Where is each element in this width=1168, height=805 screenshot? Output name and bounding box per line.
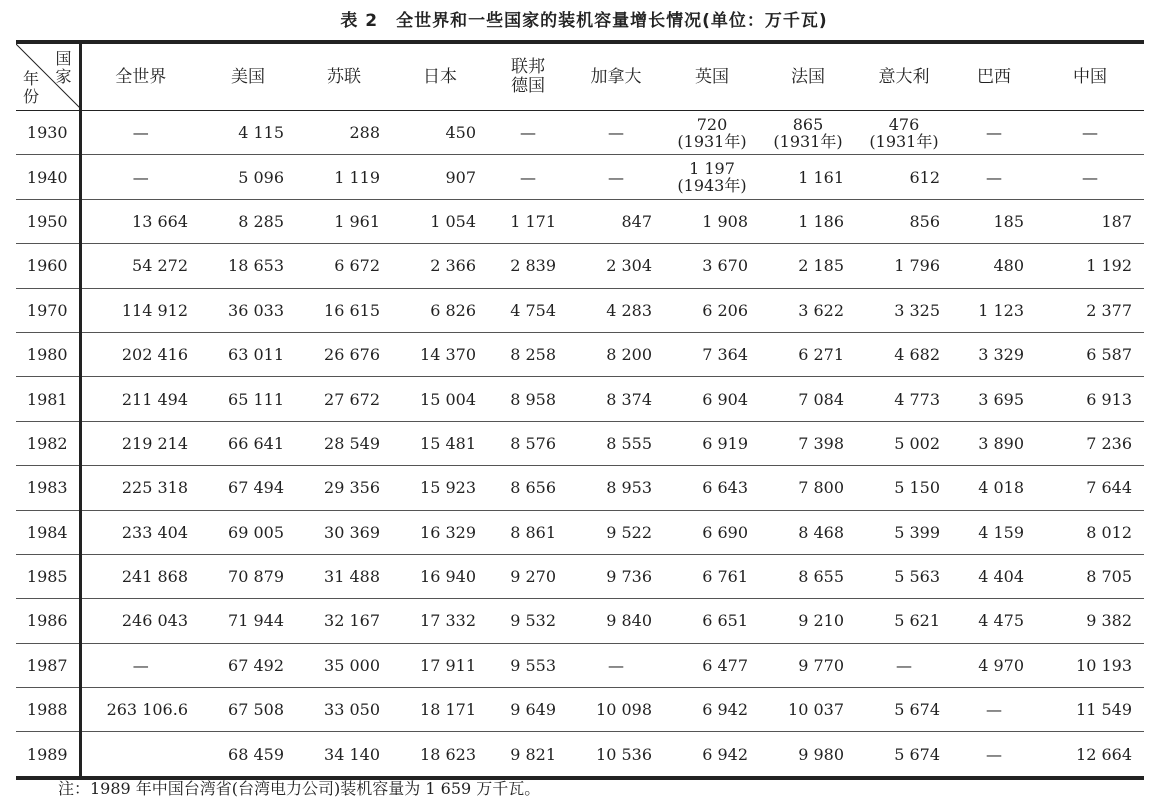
year-cell: 1989 xyxy=(16,732,80,778)
value-cell: 7 364 xyxy=(664,332,760,376)
value-cell: 6 919 xyxy=(664,421,760,465)
table-row xyxy=(16,199,1144,243)
value-cell: 4 970 xyxy=(952,643,1036,687)
corner-header-cell xyxy=(16,42,80,111)
column-header: 日本 xyxy=(392,42,488,111)
table-footnote: 注：1989 年中国台湾省(台湾电力公司)装机容量为 1 659 万千瓦。 xyxy=(58,779,541,798)
value-cell: 9 736 xyxy=(568,554,664,598)
value-cell: — xyxy=(986,744,1002,764)
corner-label-country: 国家 xyxy=(55,49,72,86)
year-cell: 1930 xyxy=(16,111,80,155)
value-cell: 6 942 xyxy=(664,688,760,732)
value-cell: 9 382 xyxy=(1036,599,1144,643)
value-cell: 7 398 xyxy=(760,421,856,465)
value-cell: 5 399 xyxy=(856,510,952,554)
value-cell: 8 655 xyxy=(760,554,856,598)
table-row xyxy=(16,510,1144,554)
value-cell: 10 037 xyxy=(760,688,856,732)
value-cell: 9 553 xyxy=(488,643,568,687)
value-cell: 17 911 xyxy=(392,643,488,687)
value-cell: 4 754 xyxy=(488,288,568,332)
value-cell: 6 672 xyxy=(296,244,392,288)
value-cell: 865 (1931年) xyxy=(760,111,856,155)
header-row xyxy=(16,42,1144,111)
value-cell: 6 643 xyxy=(664,466,760,510)
value-cell: 225 318 xyxy=(80,466,200,510)
value-cell: 8 656 xyxy=(488,466,568,510)
table-row xyxy=(16,421,1144,465)
value-cell: 219 214 xyxy=(80,421,200,465)
value-cell: 8 012 xyxy=(1036,510,1144,554)
value-cell xyxy=(80,732,200,778)
year-cell: 1984 xyxy=(16,510,80,554)
year-cell: 1960 xyxy=(16,244,80,288)
table-row xyxy=(16,688,1144,732)
value-cell: 69 005 xyxy=(200,510,296,554)
column-header: 苏联 xyxy=(296,42,392,111)
value-cell: 70 879 xyxy=(200,554,296,598)
value-cell: 66 641 xyxy=(200,421,296,465)
value-cell: 8 705 xyxy=(1036,554,1144,598)
value-cell: 31 488 xyxy=(296,554,392,598)
value-cell: 68 459 xyxy=(228,744,284,764)
value-cell: 7 800 xyxy=(760,466,856,510)
value-cell: — xyxy=(488,155,568,199)
table-row xyxy=(16,377,1144,421)
value-cell: 3 325 xyxy=(856,288,952,332)
table-row xyxy=(16,732,1144,778)
value-cell: 16 329 xyxy=(392,510,488,554)
value-cell: 2 366 xyxy=(392,244,488,288)
year-cell: 1985 xyxy=(16,554,80,598)
value-cell: 29 356 xyxy=(296,466,392,510)
value-cell: 187 xyxy=(1036,199,1144,243)
value-cell: — xyxy=(952,111,1036,155)
value-cell: 3 329 xyxy=(952,332,1036,376)
value-cell: 5 674 xyxy=(894,744,940,764)
table-row xyxy=(16,599,1144,643)
value-cell: 28 549 xyxy=(296,421,392,465)
value-cell: 36 033 xyxy=(200,288,296,332)
table-row xyxy=(16,155,1144,199)
value-cell: 2 185 xyxy=(760,244,856,288)
value-cell: 67 494 xyxy=(200,466,296,510)
value-cell: 18 171 xyxy=(392,688,488,732)
value-cell: 30 369 xyxy=(296,510,392,554)
value-cell: 4 475 xyxy=(952,599,1036,643)
value-cell: 612 xyxy=(856,155,952,199)
value-cell: 4 018 xyxy=(952,466,1036,510)
value-cell: 5 621 xyxy=(856,599,952,643)
value-cell: 6 761 xyxy=(664,554,760,598)
value-cell: 27 672 xyxy=(296,377,392,421)
value-cell: 8 258 xyxy=(488,332,568,376)
value-cell: 5 563 xyxy=(856,554,952,598)
capacity-table-container xyxy=(16,40,1144,780)
value-cell: 1 908 xyxy=(664,199,760,243)
value-cell: 14 370 xyxy=(392,332,488,376)
value-cell: 35 000 xyxy=(296,643,392,687)
value-cell: 4 682 xyxy=(856,332,952,376)
value-cell: 8 200 xyxy=(568,332,664,376)
value-cell: 6 477 xyxy=(664,643,760,687)
value-cell: 26 676 xyxy=(296,332,392,376)
value-cell: — xyxy=(568,643,664,687)
value-cell: 17 332 xyxy=(392,599,488,643)
value-cell: 241 868 xyxy=(80,554,200,598)
value-cell: 16 940 xyxy=(392,554,488,598)
value-cell: 233 404 xyxy=(80,510,200,554)
value-cell: 476 (1931年) xyxy=(856,111,952,155)
value-cell: 9 532 xyxy=(488,599,568,643)
value-cell: 8 555 xyxy=(568,421,664,465)
column-header: 联邦 德国 xyxy=(488,42,568,111)
table-row xyxy=(16,111,1144,155)
value-cell: 15 004 xyxy=(392,377,488,421)
value-cell: 1 192 xyxy=(1036,244,1144,288)
value-cell: 65 111 xyxy=(200,377,296,421)
table-row xyxy=(16,288,1144,332)
value-cell: 263 106.6 xyxy=(80,688,200,732)
value-cell: 6 826 xyxy=(392,288,488,332)
year-cell: 1983 xyxy=(16,466,80,510)
table-body xyxy=(16,111,1144,778)
value-cell: 480 xyxy=(952,244,1036,288)
year-cell: 1970 xyxy=(16,288,80,332)
value-cell: — xyxy=(952,688,1036,732)
corner-label-year: 年份 xyxy=(22,69,39,106)
value-cell: 5 096 xyxy=(200,155,296,199)
value-cell: — xyxy=(1036,155,1144,199)
table-row xyxy=(16,643,1144,687)
value-cell: 63 011 xyxy=(200,332,296,376)
value-cell: 288 xyxy=(296,111,392,155)
year-cell: 1988 xyxy=(16,688,80,732)
value-cell: 8 861 xyxy=(488,510,568,554)
value-cell: 2 377 xyxy=(1036,288,1144,332)
value-cell: 71 944 xyxy=(200,599,296,643)
value-cell: 847 xyxy=(568,199,664,243)
value-cell: — xyxy=(568,111,664,155)
value-cell: 10 098 xyxy=(568,688,664,732)
value-cell: 450 xyxy=(392,111,488,155)
value-cell: 1 961 xyxy=(296,199,392,243)
value-cell: 4 159 xyxy=(952,510,1036,554)
column-header: 英国 xyxy=(664,42,760,111)
value-cell: 246 043 xyxy=(80,599,200,643)
value-cell: 9 980 xyxy=(798,744,844,764)
value-cell: 211 494 xyxy=(80,377,200,421)
column-header: 美国 xyxy=(200,42,296,111)
value-cell: 7 236 xyxy=(1036,421,1144,465)
value-cell: 6 690 xyxy=(664,510,760,554)
value-cell: 8 576 xyxy=(488,421,568,465)
value-cell: 18 653 xyxy=(200,244,296,288)
value-cell: 856 xyxy=(856,199,952,243)
value-cell: — xyxy=(1036,111,1144,155)
value-cell: 9 840 xyxy=(568,599,664,643)
column-header: 全世界 xyxy=(80,42,200,111)
year-cell: 1950 xyxy=(16,199,80,243)
year-cell: 1986 xyxy=(16,599,80,643)
value-cell: 54 272 xyxy=(80,244,200,288)
value-cell: 6 651 xyxy=(664,599,760,643)
value-cell: 3 695 xyxy=(952,377,1036,421)
value-cell: 4 283 xyxy=(568,288,664,332)
value-cell: 1 171 xyxy=(488,199,568,243)
value-cell: 8 953 xyxy=(568,466,664,510)
value-cell: 3 622 xyxy=(760,288,856,332)
column-header: 法国 xyxy=(760,42,856,111)
value-cell: 9 210 xyxy=(760,599,856,643)
value-cell: 8 958 xyxy=(488,377,568,421)
value-cell: 9 649 xyxy=(488,688,568,732)
value-cell: 33 050 xyxy=(296,688,392,732)
value-cell: 6 206 xyxy=(664,288,760,332)
value-cell: 6 271 xyxy=(760,332,856,376)
value-cell: 3 890 xyxy=(952,421,1036,465)
value-cell: 1 119 xyxy=(296,155,392,199)
value-cell: 5 150 xyxy=(856,466,952,510)
value-cell: 6 913 xyxy=(1036,377,1144,421)
value-cell: 67 508 xyxy=(200,688,296,732)
value-cell: — xyxy=(80,155,200,199)
value-cell: 4 115 xyxy=(200,111,296,155)
value-cell: — xyxy=(856,643,952,687)
value-cell: 7 084 xyxy=(760,377,856,421)
capacity-table xyxy=(16,40,1144,780)
value-cell: 67 492 xyxy=(200,643,296,687)
table-row xyxy=(16,466,1144,510)
value-cell: 1 796 xyxy=(856,244,952,288)
value-cell: 6 942 xyxy=(702,744,748,764)
value-cell: 5 002 xyxy=(856,421,952,465)
value-cell: — xyxy=(568,155,664,199)
value-cell: 5 674 xyxy=(856,688,952,732)
value-cell: 6 904 xyxy=(664,377,760,421)
value-cell: 202 416 xyxy=(80,332,200,376)
value-cell: 9 522 xyxy=(568,510,664,554)
value-cell: 18 623 xyxy=(420,744,476,764)
table-row xyxy=(16,554,1144,598)
value-cell: 13 664 xyxy=(80,199,200,243)
value-cell: — xyxy=(80,643,200,687)
value-cell: 9 270 xyxy=(488,554,568,598)
value-cell: 3 670 xyxy=(664,244,760,288)
year-cell: 1981 xyxy=(16,377,80,421)
value-cell: 185 xyxy=(952,199,1036,243)
value-cell: 1 123 xyxy=(952,288,1036,332)
column-header: 意大利 xyxy=(856,42,952,111)
value-cell: 8 285 xyxy=(200,199,296,243)
value-cell: 1 161 xyxy=(760,155,856,199)
value-cell: 15 481 xyxy=(392,421,488,465)
value-cell: 10 536 xyxy=(596,744,652,764)
value-cell: 2 304 xyxy=(568,244,664,288)
year-cell: 1982 xyxy=(16,421,80,465)
value-cell: — xyxy=(952,155,1036,199)
value-cell: 11 549 xyxy=(1036,688,1144,732)
year-cell: 1987 xyxy=(16,643,80,687)
column-header: 巴西 xyxy=(952,42,1036,111)
value-cell: — xyxy=(80,111,200,155)
value-cell: 7 644 xyxy=(1036,466,1144,510)
value-cell: 4 773 xyxy=(856,377,952,421)
value-cell: 8 468 xyxy=(760,510,856,554)
value-cell: — xyxy=(488,111,568,155)
value-cell: 34 140 xyxy=(324,744,380,764)
column-header: 加拿大 xyxy=(568,42,664,111)
table-row xyxy=(16,332,1144,376)
value-cell: 1 197 (1943年) xyxy=(664,155,760,199)
value-cell: 16 615 xyxy=(296,288,392,332)
value-cell: 10 193 xyxy=(1036,643,1144,687)
value-cell: 32 167 xyxy=(296,599,392,643)
value-cell: 9 770 xyxy=(760,643,856,687)
value-cell: 2 839 xyxy=(488,244,568,288)
column-header: 中国 xyxy=(1036,42,1144,111)
table-title: 表 2 全世界和一些国家的装机容量增长情况(单位：万千瓦) xyxy=(340,11,828,31)
value-cell: 9 821 xyxy=(510,744,556,764)
value-cell: 114 912 xyxy=(80,288,200,332)
value-cell: 15 923 xyxy=(392,466,488,510)
value-cell: 8 374 xyxy=(568,377,664,421)
table-row xyxy=(16,244,1144,288)
value-cell: 907 xyxy=(392,155,488,199)
value-cell: 1 186 xyxy=(760,199,856,243)
year-cell: 1940 xyxy=(16,155,80,199)
value-cell: 12 664 xyxy=(1076,744,1132,764)
value-cell: 1 054 xyxy=(392,199,488,243)
value-cell: 4 404 xyxy=(952,554,1036,598)
year-cell: 1980 xyxy=(16,332,80,376)
value-cell: 6 587 xyxy=(1036,332,1144,376)
value-cell: 720 (1931年) xyxy=(664,111,760,155)
